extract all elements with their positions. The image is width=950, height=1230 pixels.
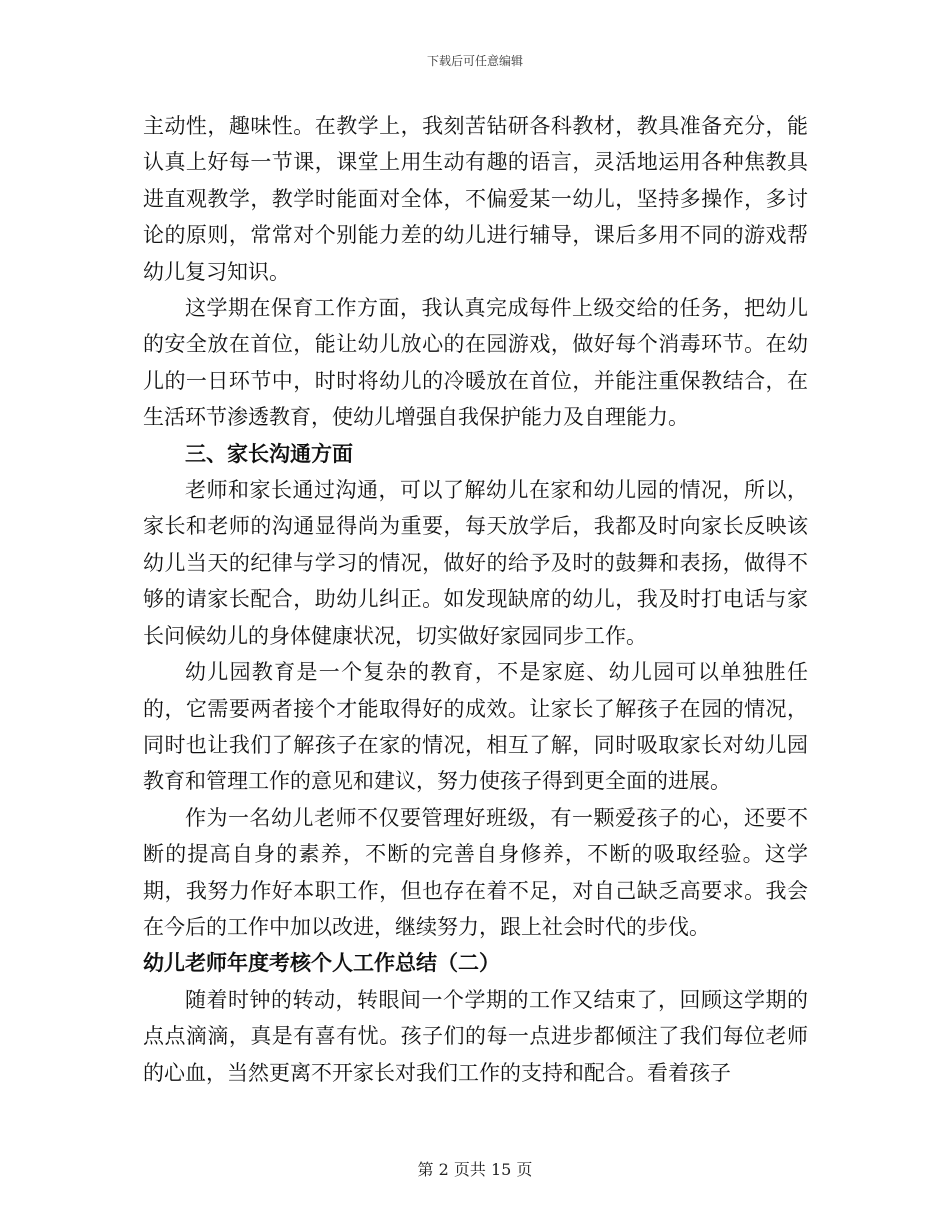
paragraph-semester-review: 随着时钟的转动，转眼间一个学期的工作又结束了，回顾这学期的点点滴滴，真是有喜有忧。孩子们的每一点进步都倾注了我们每位老师的心血，当然更离不开家长对我们工作的支持和配合。看着孩子 xyxy=(143,987,808,1085)
paragraph-self-improvement: 作为一名幼儿老师不仅要管理好班级，有一颗爱孩子的心，还要不断的提高自身的素养，不断的完善自身修养，不断的吸取经验。这学期，我努力作好本职工作，但也存在着不足，对自己缺乏高要求。我会在今后的工作中加以改进，继续努力，跟上社会时代的步伐。 xyxy=(143,805,808,939)
section-heading-parent-communication: 三、家长沟通方面 xyxy=(185,440,353,466)
page-footer: 第 2 页共 15 页 xyxy=(417,1160,533,1179)
document-title-part-two: 幼儿老师年度考核个人工作总结（二） xyxy=(143,950,500,976)
paragraph-kindergarten-education: 幼儿园教育是一个复杂的教育，不是家庭、幼儿园可以单独胜任的，它需要两者接个才能取得好的成效。让家长了解孩子在园的情况，同时也让我们了解孩子在家的情况，相互了解，同时吸取家长对幼儿园教育和管理工作的意见和建议，努力使孩子得到更全面的进展。 xyxy=(143,660,808,794)
paragraph-care-work: 这学期在保育工作方面，我认真完成每件上级交给的任务，把幼儿的安全放在首位，能让幼儿放心的在园游戏，做好每个消毒环节。在幼儿的一日环节中，时时将幼儿的冷暖放在首位，并能注重保教结合，在生活环节渗透教育，使幼儿增强自我保护能力及自理能力。 xyxy=(143,296,808,430)
document-body xyxy=(143,108,808,1091)
page-header: 下载后可任意编辑 xyxy=(426,54,523,68)
paragraph-continuation: 主动性，趣味性。在教学上，我刻苦钻研各科教材，教具准备充分，能认真上好每一节课，课堂上用生动有趣的语言，灵活地运用各种焦教具进直观教学，教学时能面对全体，不偏爱某一幼儿，坚持多操作，多讨论的原则，常常对个别能力差的幼儿进行辅导，课后多用不同的游戏帮幼儿复习知识。 xyxy=(143,114,808,284)
paragraph-parent-communication: 老师和家长通过沟通，可以了解幼儿在家和幼儿园的情况，所以，家长和老师的沟通显得尚为重要，每天放学后，我都及时向家长反映该幼儿当天的纪律与学习的情况，做好的给予及时的鼓舞和表扬，做得不够的请家长配合，助幼儿纠正。如发现缺席的幼儿，我及时打电话与家长问候幼儿的身体健康状况，切实做好家园同步工作。 xyxy=(143,478,808,648)
